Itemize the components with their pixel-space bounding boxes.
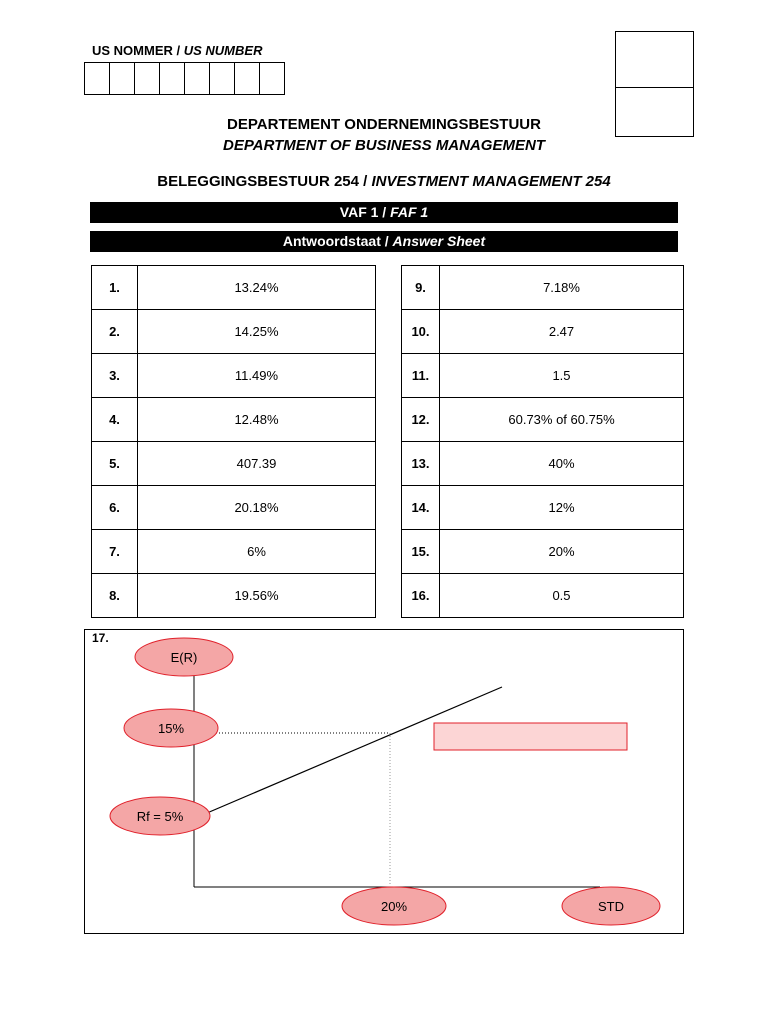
answer-sheet-bar: Antwoordstaat / Answer Sheet: [90, 231, 678, 252]
answer-value: 12.48%: [138, 398, 376, 442]
answer-value: 2.47: [440, 310, 684, 354]
question-number: 7.: [92, 530, 138, 574]
question-17-label: 17.: [92, 631, 109, 645]
point-x-ellipse: [342, 887, 446, 925]
x-axis-label-ellipse: [562, 887, 660, 925]
question-number: 11.: [402, 354, 440, 398]
department-en: DEPARTMENT OF BUSINESS MANAGEMENT: [223, 137, 545, 154]
intercept-label: Rf = 5%: [136, 809, 184, 824]
answer-value: 40%: [440, 442, 684, 486]
question-number: 9.: [402, 266, 440, 310]
question-number: 2.: [92, 310, 138, 354]
y-axis-label: E(R): [170, 650, 198, 665]
department-af: DEPARTEMENT ONDERNEMINGSBESTUUR: [227, 116, 541, 133]
x-axis-label: STD: [598, 899, 624, 914]
cml-line: [200, 687, 502, 816]
answer-value: 12%: [440, 486, 684, 530]
intercept-ellipse: [110, 797, 210, 835]
question-number: 15.: [402, 530, 440, 574]
answer-highlight-box: [434, 723, 627, 750]
point-y-ellipse: [124, 709, 218, 747]
answer-value: 0.5: [440, 574, 684, 618]
answer-value: 7.18%: [440, 266, 684, 310]
question-number: 5.: [92, 442, 138, 486]
assessment-bar: VAF 1 / FAF 1: [90, 202, 678, 223]
question-number: 4.: [92, 398, 138, 442]
question-number: 12.: [402, 398, 440, 442]
question-number: 10.: [402, 310, 440, 354]
question-number: 13.: [402, 442, 440, 486]
answer-value: 20%: [440, 530, 684, 574]
module-title: BELEGGINGSBESTUUR 254 / INVESTMENT MANAGEMENT 254: [157, 173, 611, 190]
us-number-label: US NOMMER / US NUMBER: [92, 43, 263, 58]
question-number: 14.: [402, 486, 440, 530]
y-axis-label-ellipse: [135, 638, 233, 676]
answer-value: 11.49%: [138, 354, 376, 398]
question-number: 8.: [92, 574, 138, 618]
answer-value: 6%: [138, 530, 376, 574]
answer-value: 60.73% of 60.75%: [440, 398, 684, 442]
point-x-label: 20%: [380, 899, 408, 914]
answer-value: 13.24%: [138, 266, 376, 310]
answer-value: 1.5: [440, 354, 684, 398]
answer-value: 407.39: [138, 442, 376, 486]
answer-value: 20.18%: [138, 486, 376, 530]
question-number: 1.: [92, 266, 138, 310]
question-number: 6.: [92, 486, 138, 530]
point-y-label: 15%: [157, 721, 185, 736]
question-number: 16.: [402, 574, 440, 618]
answer-value: 14.25%: [138, 310, 376, 354]
question-number: 3.: [92, 354, 138, 398]
answer-value: 19.56%: [138, 574, 376, 618]
